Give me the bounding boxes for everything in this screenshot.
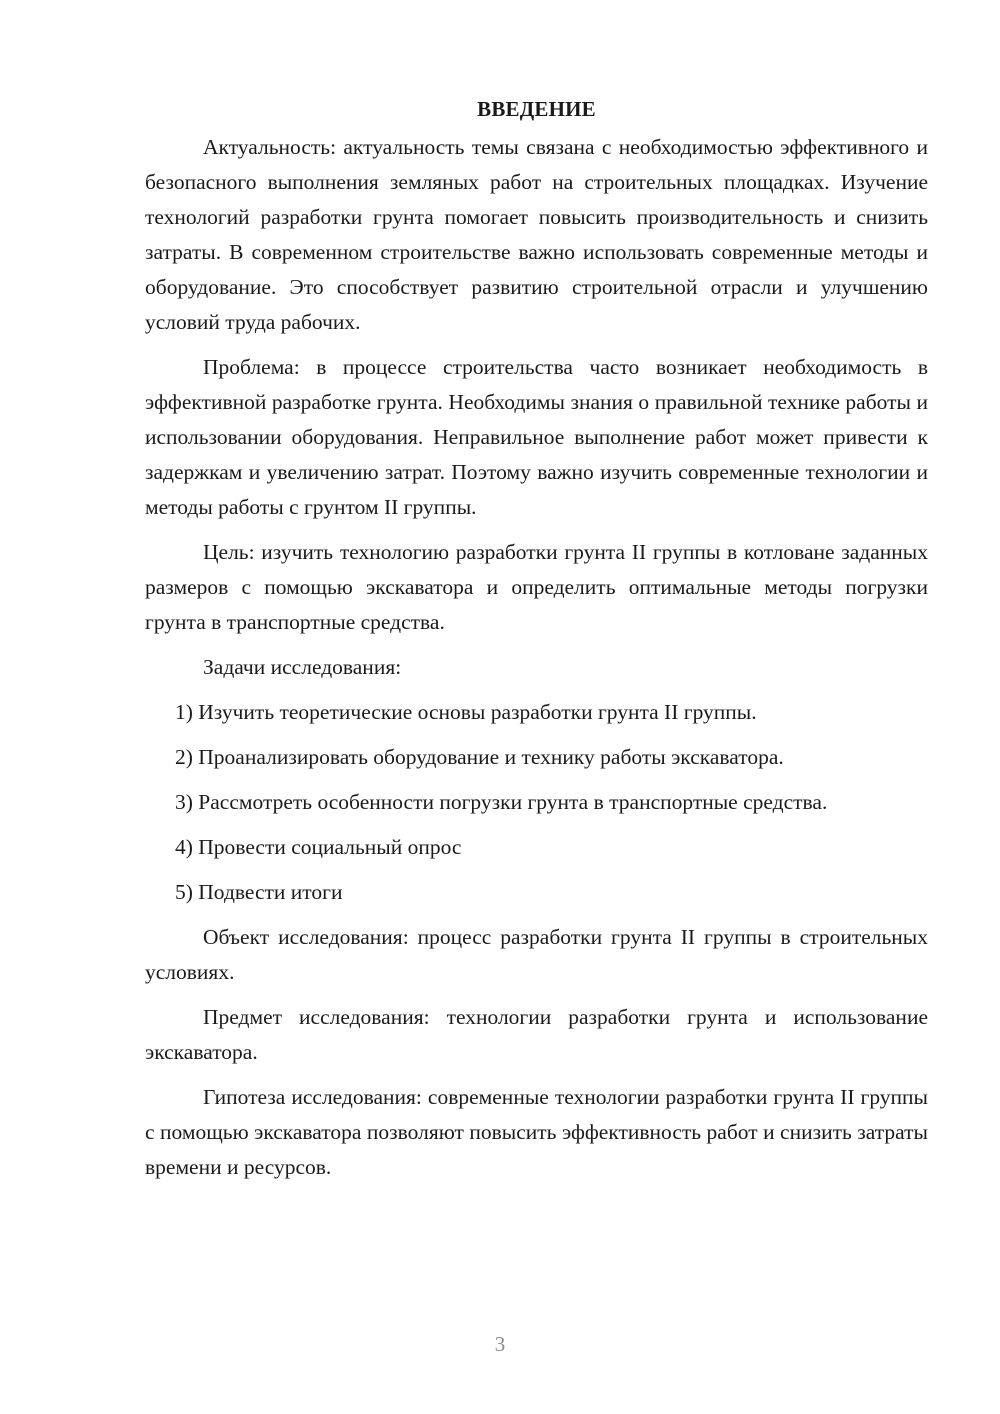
page-number: 3 bbox=[494, 1332, 506, 1356]
task-item-4: 4) Провести социальный опрос bbox=[175, 835, 462, 859]
relevance-paragraph: Актуальность: актуальность темы связана с необходимостью эффективного и безопасного выполнения земляных работ на строительных площадках. Изучение технологий разработки грунта помогает повысить производительность и снизить затраты. В современном строительстве важно использовать современные методы и оборудование. Это способствует развитию строительной отрасли и улучшению условий труда рабочих. bbox=[145, 135, 928, 334]
tasks-list bbox=[145, 695, 928, 910]
object-paragraph: Объект исследования: процесс разработки грунта II группы в строительных условиях. bbox=[145, 925, 928, 984]
hypothesis-paragraph: Гипотеза исследования: современные технологии разработки грунта II группы с помощью экскаватора позволяют повысить эффективность работ и снизить затраты времени и ресурсов. bbox=[145, 1085, 928, 1179]
tasks-heading: Задачи исследования: bbox=[203, 655, 402, 679]
document-page bbox=[145, 92, 928, 1195]
task-item-5: 5) Подвести итоги bbox=[175, 880, 343, 904]
goal-paragraph: Цель: изучить технологию разработки грунта II группы в котловане заданных размеров с помощью экскаватора и определить оптимальные методы погрузки грунта в транспортные средства. bbox=[145, 540, 928, 634]
subject-paragraph: Предмет исследования: технологии разработки грунта и использование экскаватора. bbox=[145, 1005, 928, 1064]
task-item-3: 3) Рассмотреть особенности погрузки грунта в транспортные средства. bbox=[175, 790, 828, 814]
task-item-2: 2) Проанализировать оборудование и технику работы экскаватора. bbox=[175, 745, 784, 769]
problem-paragraph: Проблема: в процессе строительства часто возникает необходимость в эффективной разработке грунта. Необходимы знания о правильной технике работы и использовании оборудования. Неправильное выполнение работ может привести к задержкам и увеличению затрат. Поэтому важно изучить современные технологии и методы работы с грунтом II группы. bbox=[145, 355, 928, 519]
task-item-1: 1) Изучить теоретические основы разработки грунта II группы. bbox=[175, 700, 757, 724]
section-title: ВВЕДЕНИЕ bbox=[477, 97, 596, 121]
